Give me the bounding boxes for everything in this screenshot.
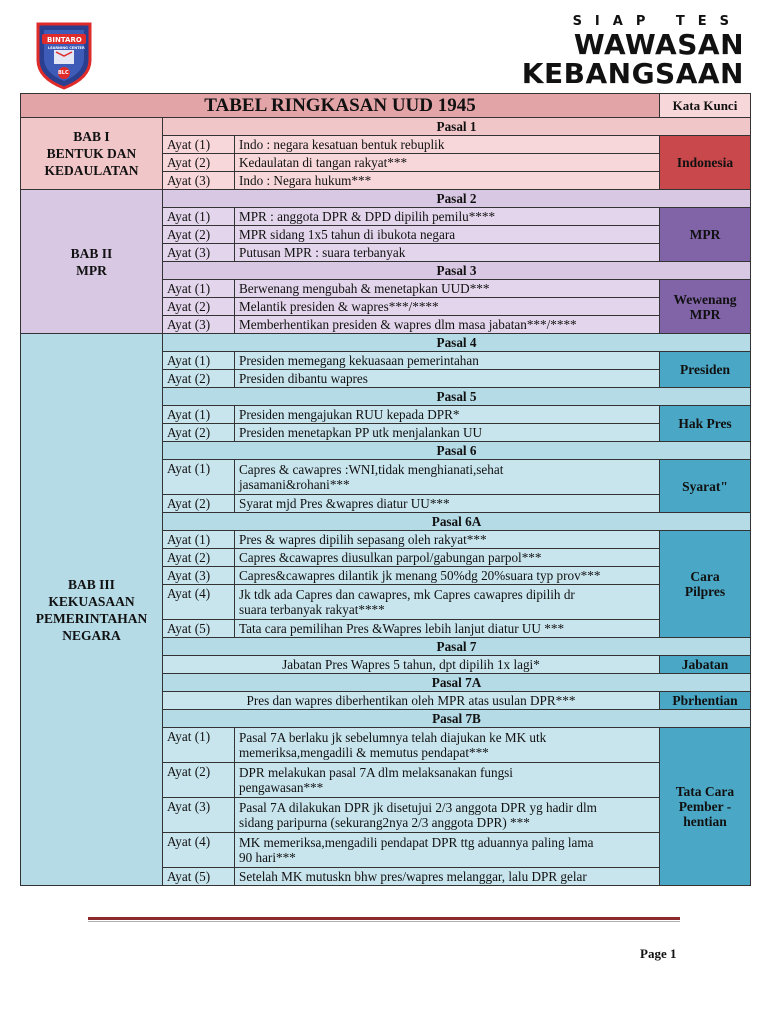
ayat-label: Ayat (1) [163,352,235,370]
ayat-text-line: Pasal 7A dilakukan DPR jk disetujui 2/3 anggota DPR yg hadir dlm [239,800,597,815]
ayat-text-line: memeriksa,mengadili & memutus pendapat*** [239,745,489,760]
pasal-7a-text: Pres dan wapres diberhentikan oleh MPR atas usulan DPR*** [163,692,660,710]
pasal-2-header: Pasal 2 [163,190,751,208]
pasal-1-header: Pasal 1 [163,118,751,136]
ayat-label: Ayat (5) [163,620,235,638]
ayat-label: Ayat (3) [163,172,235,190]
bab-3-title-b: PEMERINTAHAN [35,610,148,626]
ayat-text: Berwenang mengubah & menetapkan UUD*** [235,280,660,298]
pasal-5-header: Pasal 5 [163,388,751,406]
keyword-line: Tata Cara [675,784,735,799]
ayat-label: Ayat (2) [163,298,235,316]
ayat-text [235,763,660,798]
header-title-line1: WAWASAN [573,28,744,61]
ayat-text-line: DPR melakukan pasal 7A dlm melaksanakan fungsi [239,765,513,780]
pasal-4-header: Pasal 4 [163,334,751,352]
ayat-text: Setelah MK mutuskn bhw pres/wapres melanggar, lalu DPR gelar [235,868,660,886]
keyword-line: hentian [683,814,727,829]
ayat-label: Ayat (2) [163,370,235,388]
ayat-text: Presiden menetapkan PP utk menjalankan UU [235,424,660,442]
ayat-label: Ayat (3) [163,567,235,585]
keyword-line: Pember - [678,799,732,814]
ayat-label: Ayat (1) [163,208,235,226]
logo-abbrev: BLC [58,70,69,76]
ayat-label: Ayat (4) [163,833,235,868]
bab-2-num: BAB II [70,245,113,261]
bab-1-label [21,118,163,190]
ayat-label: Ayat (2) [163,763,235,798]
ayat-text-line: Pasal 7A berlaku jk sebelumnya telah diajukan ke MK utk [239,730,547,745]
ayat-text-line: jasamani&rohani*** [239,477,350,492]
ayat-label: Ayat (3) [163,316,235,334]
ayat-label: Ayat (4) [163,585,235,620]
ayat-text: Melantik presiden & wapres***/**** [235,298,660,316]
ayat-label: Ayat (1) [163,406,235,424]
keyword-jabatan: Jabatan [660,656,751,674]
bab-3-title-a: KEKUASAAN [48,593,135,609]
pasal-7a-header: Pasal 7A [163,674,751,692]
keyword-cara-pilpres [660,531,751,638]
ayat-text: Tata cara pemilihan Pres &Wapres lebih lanjut diatur UU *** [235,620,660,638]
pasal-3-header: Pasal 3 [163,262,751,280]
ayat-label: Ayat (2) [163,154,235,172]
header-subtitle: SIAP TES [572,14,742,29]
pasal-7b-header: Pasal 7B [163,710,751,728]
ayat-label: Ayat (5) [163,868,235,886]
ayat-text [235,728,660,763]
keyword-mpr: MPR [660,208,751,262]
ayat-text-line: 90 hari*** [239,850,296,865]
bintaro-logo [32,20,96,90]
ayat-label: Ayat (2) [163,226,235,244]
ayat-text-line: Capres & cawapres :WNI,tidak menghianati,sehat [239,462,504,477]
ayat-text: Presiden mengajukan RUU kepada DPR* [235,406,660,424]
ayat-text [235,833,660,868]
ayat-label: Ayat (1) [163,460,235,495]
ayat-text-line: pengawasan*** [239,780,324,795]
pasal-7-header: Pasal 7 [163,638,751,656]
ayat-text-line: Jk tdk ada Capres dan cawapres, mk Capres cawapres dipilih dr [239,587,575,602]
ayat-text: MPR : anggota DPR & DPD dipilih pemilu**** [235,208,660,226]
ayat-text: Indo : negara kesatuan bentuk rebuplik [235,136,660,154]
ayat-text: Indo : Negara hukum*** [235,172,660,190]
ayat-text: Syarat mjd Pres &wapres diatur UU*** [235,495,660,513]
keyword-line: Cara [690,569,720,584]
ayat-text: Putusan MPR : suara terbanyak [235,244,660,262]
bab-1-num: BAB I [73,129,110,144]
table-title: TABEL RINGKASAN UUD 1945 [21,94,660,118]
keyword-line: Pilpres [684,584,726,599]
ayat-text [235,585,660,620]
footer-divider [88,917,680,920]
keyword-presiden: Presiden [660,352,751,388]
ayat-text-line: suara terbanyak rakyat**** [239,602,385,617]
keyword-hak-pres: Hak Pres [660,406,751,442]
ayat-text: MPR sidang 1x5 tahun di ibukota negara [235,226,660,244]
ayat-text: Presiden memegang kekuasaan pemerintahan [235,352,660,370]
ayat-label: Ayat (1) [163,136,235,154]
pasal-6-header: Pasal 6 [163,442,751,460]
uud-summary-table [20,93,751,886]
ayat-text: Memberhentikan presiden & wapres dlm masa jabatan***/**** [235,316,660,334]
pasal-7-text: Jabatan Pres Wapres 5 tahun, dpt dipilih 1x lagi* [163,656,660,674]
ayat-text [235,460,660,495]
ayat-text: Capres&cawapres dilantik jk menang 50%dg 20%suara typ prov*** [235,567,660,585]
bab-2-title: MPR [76,262,107,278]
keyword-tata-cara-pemberhentian [660,728,751,886]
ayat-text: Presiden dibantu wapres [235,370,660,388]
ayat-label: Ayat (3) [163,244,235,262]
keyword-indonesia: Indonesia [660,136,751,190]
bab-3-num: BAB III [68,576,115,592]
header-title-line2: KEBANGSAAN [521,57,744,90]
ayat-text: Kedaulatan di tangan rakyat*** [235,154,660,172]
keyword-syarat: Syarat" [660,460,751,513]
ayat-label: Ayat (3) [163,798,235,833]
bab-3-title-c: NEGARA [62,627,121,643]
page-number: Page 1 [640,946,677,961]
bab-1-title-a: BENTUK DAN [46,146,137,161]
keyword-line: Wewenang [673,291,737,307]
footer-divider-shadow [88,921,680,922]
keyword-pbrhentian: Pbrhentian [660,692,751,710]
logo-subtext: LEARNING CENTER [48,46,85,50]
keyword-wewenang-mpr [660,280,751,334]
ayat-label: Ayat (2) [163,549,235,567]
ayat-label: Ayat (1) [163,531,235,549]
ayat-text-line: sidang paripurna (sekurang2nya 2/3 anggota DPR) *** [239,815,530,830]
ayat-text: Pres & wapres dipilih sepasang oleh rakyat*** [235,531,660,549]
ayat-label: Ayat (2) [163,424,235,442]
ayat-label: Ayat (1) [163,280,235,298]
ayat-text: Capres &cawapres diusulkan parpol/gabungan parpol*** [235,549,660,567]
logo-text: BINTARO [47,36,82,44]
bab-3-label [21,334,163,886]
pasal-6a-header: Pasal 6A [163,513,751,531]
kata-kunci-header: Kata Kunci [660,94,751,118]
ayat-label: Ayat (1) [163,728,235,763]
ayat-text-line: MK memeriksa,mengadili pendapat DPR ttg aduannya paling lama [239,835,594,850]
ayat-label: Ayat (2) [163,495,235,513]
bab-1-title-b: KEDAULATAN [44,163,139,178]
keyword-line: MPR [689,306,721,322]
bab-2-label [21,190,163,334]
ayat-text [235,798,660,833]
